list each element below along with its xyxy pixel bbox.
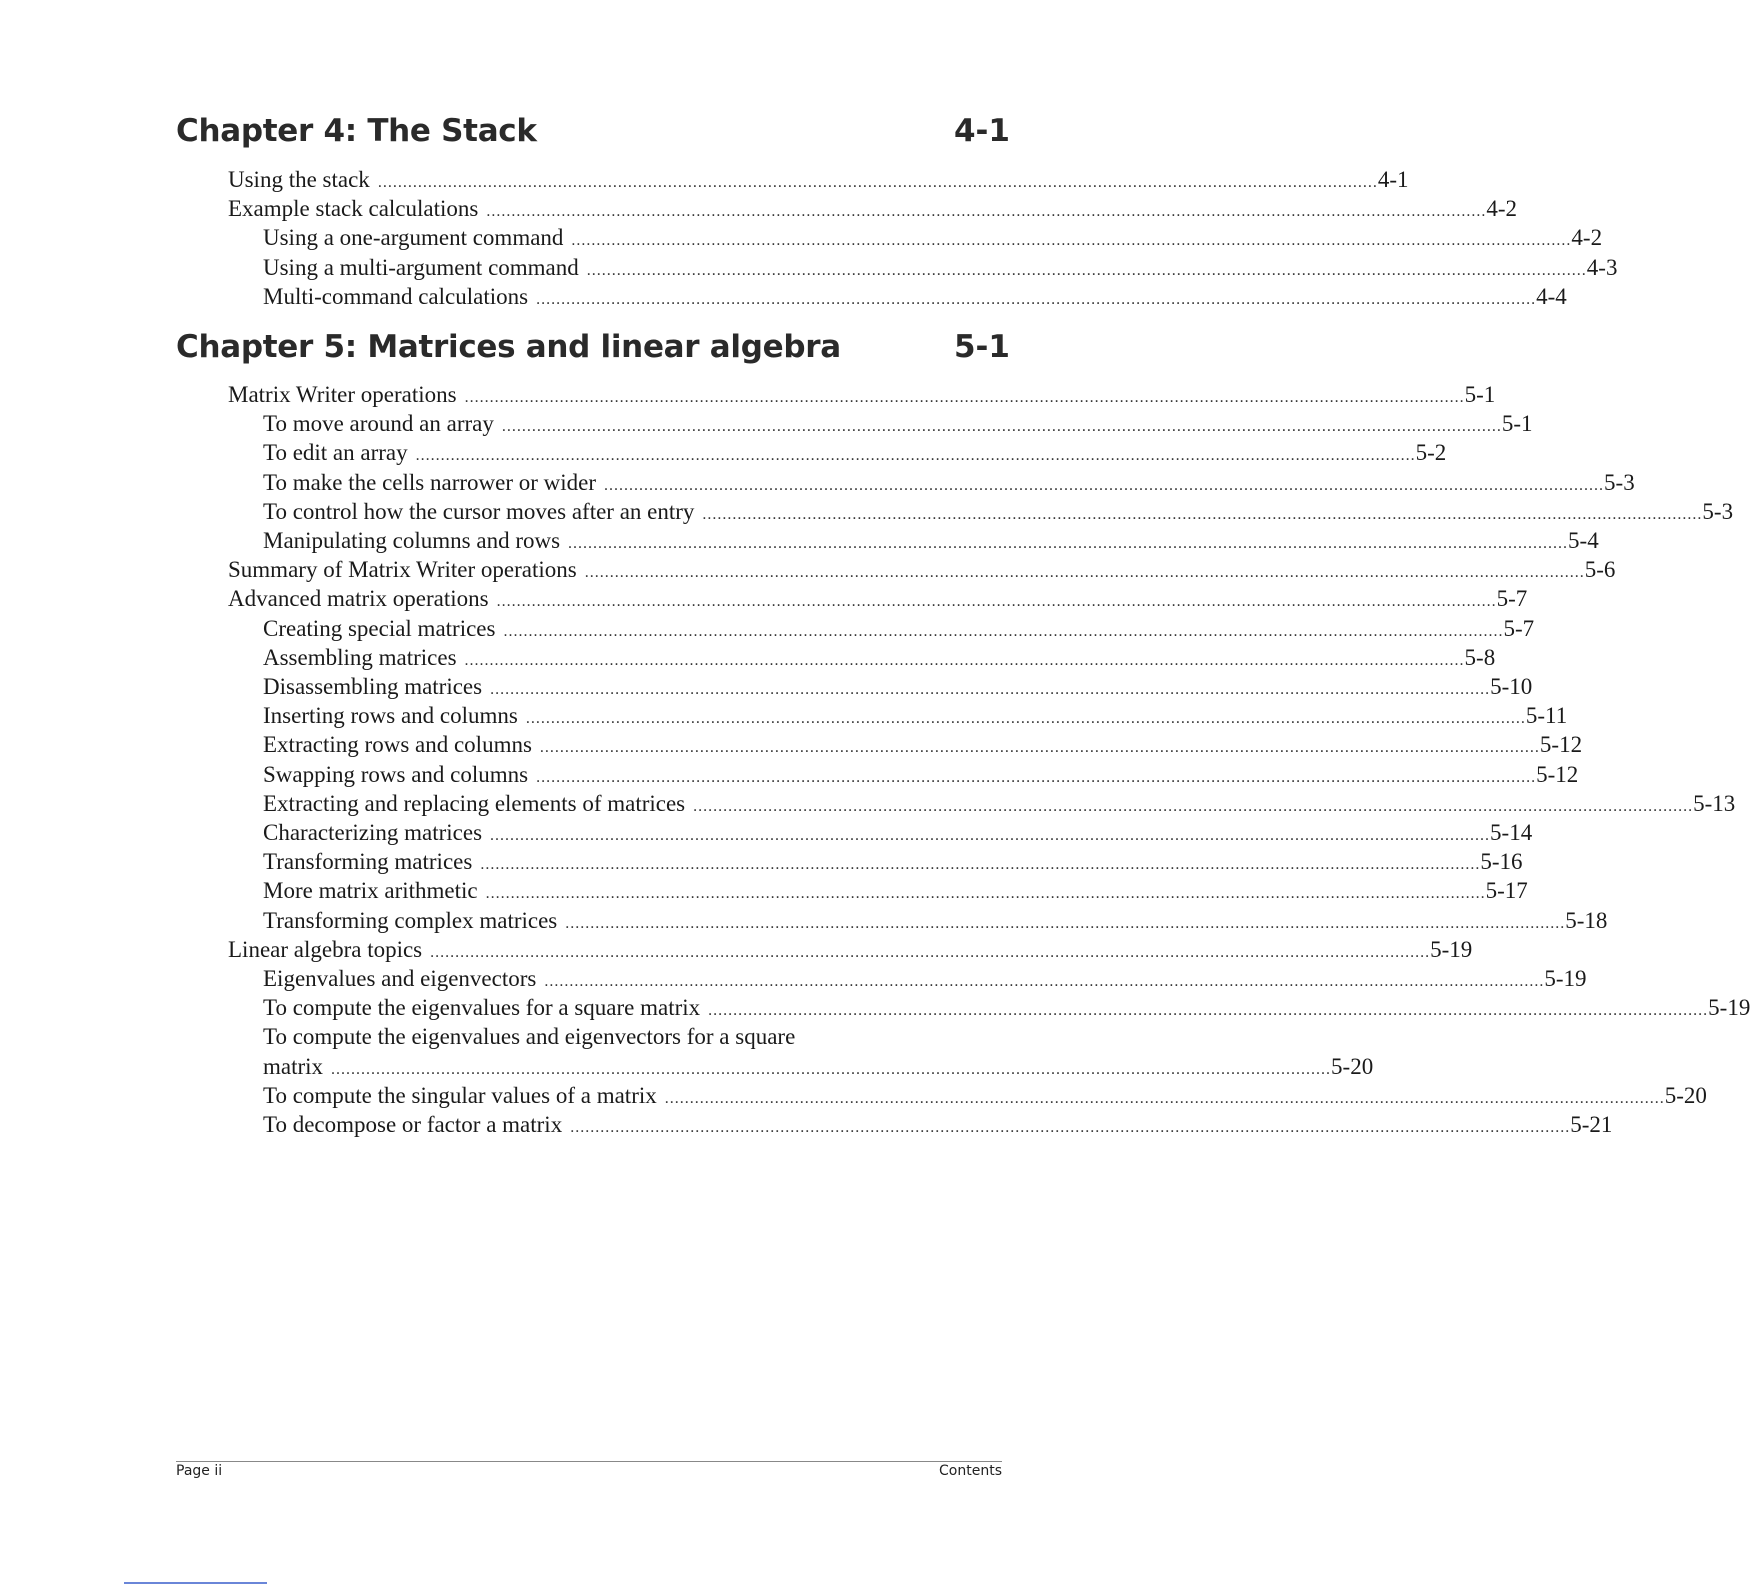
toc-entry-page: 4-2 (1486, 196, 1518, 221)
footer-section-label: Contents (939, 1463, 1002, 1479)
dot-leader: ........................................................................................................................................................................................................ (377, 174, 1378, 191)
toc-entry-page: 5-19 (1430, 937, 1473, 962)
toc-entry-text: Characterizing matrices (263, 820, 483, 845)
dot-leader: ........................................................................................................................................................................................................ (571, 232, 1572, 249)
dot-leader: ........................................................................................................................................................................................................ (539, 739, 1540, 756)
toc-entry-text: Linear algebra topics (228, 937, 423, 962)
toc-entry[interactable] (263, 1022, 795, 1051)
toc-entry-text: Swapping rows and columns (263, 762, 529, 787)
dot-leader: ........................................................................................................................................................................................................ (536, 769, 1537, 786)
toc-entry-text: To control how the cursor moves after an entry (263, 499, 695, 524)
toc-entry-text: Multi-command calculations (263, 284, 529, 309)
dot-leader: ........................................................................................................................................................................................................ (501, 418, 1502, 435)
toc-entry[interactable] (263, 964, 1587, 993)
toc-entry-page: 5-20 (1331, 1054, 1374, 1079)
page-link-underline (124, 1582, 267, 1584)
dot-leader: ........................................................................................................................................................................................................ (544, 973, 1545, 990)
toc-entry-page: 5-17 (1485, 878, 1528, 903)
footer-rule (176, 1461, 1002, 1462)
toc-entry-page: 5-20 (1664, 1083, 1707, 1108)
dot-leader: ........................................................................................................................................................................................................ (430, 944, 1431, 961)
toc-entry-text: Creating special matrices (263, 616, 496, 641)
dot-leader: ........................................................................................................................................................................................................ (464, 652, 1465, 669)
toc-entry[interactable] (263, 701, 1568, 730)
toc-entry-text: Assembling matrices (263, 645, 457, 670)
dot-leader: ........................................................................................................................................................................................................ (503, 623, 1504, 640)
dot-leader: ........................................................................................................................................................................................................ (486, 203, 1487, 220)
dot-leader: ........................................................................................................................................................................................................ (693, 798, 1694, 815)
toc-entry-page: 5-13 (1693, 791, 1736, 816)
toc-entry[interactable] (228, 194, 1518, 223)
toc-entry-text: To compute the eigenvalues for a square matrix (263, 995, 701, 1020)
toc-entry-page: 5-19 (1708, 995, 1750, 1020)
dot-leader: ........................................................................................................................................................................................................ (536, 291, 1537, 308)
toc-entry-page: 5-16 (1480, 849, 1523, 874)
toc-entry-text: Using a multi-argument command (263, 255, 579, 280)
toc-entry[interactable] (263, 789, 1736, 818)
dot-leader: ........................................................................................................................................................................................................ (570, 1119, 1571, 1136)
toc-entry[interactable] (228, 584, 1528, 613)
toc-entry[interactable] (263, 526, 1599, 555)
toc-entry-page: 5-3 (1702, 499, 1734, 524)
toc-entry-text: To edit an array (263, 440, 408, 465)
toc-entry[interactable] (263, 993, 1750, 1022)
toc-entry-text: Extracting rows and columns (263, 732, 532, 757)
toc-entry-text: Manipulating columns and rows (263, 528, 561, 553)
dot-leader: ........................................................................................................................................................................................................ (604, 477, 1605, 494)
dot-leader: ........................................................................................................................................................................................................ (490, 681, 1491, 698)
toc-entry-page: 5-2 (1415, 440, 1447, 465)
toc-entry-text: Advanced matrix operations (228, 586, 489, 611)
chapter-title: Chapter 5: Matrices and linear algebra (176, 329, 841, 365)
toc-entry-page: 5-7 (1496, 586, 1528, 611)
toc-entry[interactable] (263, 1052, 1374, 1081)
toc-entry[interactable] (263, 497, 1734, 526)
chapter-heading[interactable] (176, 329, 1010, 365)
toc-entry-text: Using the stack (228, 167, 370, 192)
toc-entry[interactable] (263, 643, 1496, 672)
toc-entry-text: Transforming matrices (263, 849, 473, 874)
toc-entry-page: 5-11 (1525, 703, 1568, 728)
toc-entry[interactable] (263, 672, 1533, 701)
dot-leader: ........................................................................................................................................................................................................ (702, 506, 1703, 523)
toc-entry-page: 5-7 (1503, 616, 1535, 641)
toc-entry[interactable] (228, 165, 1409, 194)
toc-entry[interactable] (263, 760, 1579, 789)
toc-entry-text: Inserting rows and columns (263, 703, 518, 728)
toc-entry-page: 5-14 (1490, 820, 1533, 845)
dot-leader: ........................................................................................................................................................................................................ (485, 885, 1486, 902)
chapter-heading[interactable] (176, 113, 1010, 149)
toc-entry-page: 5-12 (1536, 762, 1579, 787)
toc-entry[interactable] (263, 1110, 1613, 1139)
dot-leader: ........................................................................................................................................................................................................ (584, 564, 1585, 581)
toc-entry-text: Using a one-argument command (263, 225, 564, 250)
dot-leader: ........................................................................................................................................................................................................ (331, 1061, 1332, 1078)
toc-entry[interactable] (263, 468, 1635, 497)
toc-entry-page: 5-21 (1570, 1112, 1613, 1137)
toc-entry-page: 4-2 (1571, 225, 1603, 250)
toc-entry[interactable] (263, 906, 1608, 935)
toc-entry-text: To decompose or factor a matrix (263, 1112, 563, 1137)
toc-entry-text: To move around an array (263, 411, 494, 436)
toc-entry-text: Summary of Matrix Writer operations (228, 557, 577, 582)
toc-entry-text: Eigenvalues and eigenvectors (263, 966, 537, 991)
toc-entry[interactable] (263, 614, 1535, 643)
toc-entry-page: 5-6 (1584, 557, 1616, 582)
toc-entry-text: Extracting and replacing elements of matrices (263, 791, 686, 816)
dot-leader: ........................................................................................................................................................................................................ (480, 856, 1481, 873)
chapter-title: Chapter 4: The Stack (176, 113, 537, 149)
dot-leader: ........................................................................................................................................................................................................ (525, 710, 1526, 727)
toc-entry-text: Example stack calculations (228, 196, 479, 221)
toc-entry-page: 4-4 (1536, 284, 1567, 309)
toc-entry-page: 5-18 (1565, 908, 1608, 933)
toc-entry-page: 5-8 (1464, 645, 1496, 670)
toc-entry[interactable] (228, 380, 1496, 409)
toc-entry-text: To compute the singular values of a matrix (263, 1083, 657, 1108)
chapter-page: 4-1 (953, 113, 1010, 149)
toc-entry[interactable] (263, 818, 1533, 847)
chapter-page: 5-1 (953, 329, 1010, 365)
toc-entry-text: To make the cells narrower or wider (263, 470, 597, 495)
toc-entry-text: Matrix Writer operations (228, 382, 457, 407)
toc-entry[interactable] (263, 253, 1618, 282)
toc-entry[interactable] (228, 935, 1473, 964)
toc-entry-text: Disassembling matrices (263, 674, 483, 699)
toc-entry-page: 5-19 (1544, 966, 1587, 991)
dot-leader: ........................................................................................................................................................................................................ (664, 1090, 1665, 1107)
dot-leader: ........................................................................................................................................................................................................ (490, 827, 1491, 844)
dot-leader: ........................................................................................................................................................................................................ (568, 535, 1569, 552)
toc-entry-page: 5-1 (1464, 382, 1496, 407)
toc-entry[interactable] (263, 847, 1523, 876)
toc-entry[interactable] (263, 223, 1603, 252)
toc-entry-page: 5-3 (1604, 470, 1635, 495)
toc-entry-text: Transforming complex matrices (263, 908, 558, 933)
dot-leader: ........................................................................................................................................................................................................ (464, 389, 1465, 406)
dot-leader: ........................................................................................................................................................................................................ (565, 915, 1566, 932)
toc-entry-page: 5-10 (1490, 674, 1533, 699)
toc-entry[interactable] (263, 1081, 1707, 1110)
dot-leader: ........................................................................................................................................................................................................ (586, 262, 1587, 279)
footer-page-label: Page ii (176, 1463, 223, 1479)
toc-entry[interactable] (228, 555, 1616, 584)
toc-entry-page: 5-12 (1539, 732, 1583, 757)
toc-entry-text: More matrix arithmetic (263, 878, 478, 903)
dot-leader: ........................................................................................................................................................................................................ (708, 1002, 1709, 1019)
toc-entry-page: 4-3 (1586, 255, 1618, 280)
toc-entry-page: 4-1 (1377, 167, 1409, 192)
toc-entry-page: 5-1 (1501, 411, 1533, 436)
toc-entry-text: matrix (263, 1054, 324, 1079)
dot-leader: ........................................................................................................................................................................................................ (496, 593, 1497, 610)
toc-entry[interactable] (263, 876, 1528, 905)
toc-entry[interactable] (263, 282, 1567, 311)
toc-entry[interactable] (263, 409, 1533, 438)
toc-entry[interactable] (263, 730, 1583, 759)
toc-entry-page: 5-4 (1568, 528, 1599, 553)
dot-leader: ........................................................................................................................................................................................................ (415, 447, 1416, 464)
toc-entry-text: To compute the eigenvalues and eigenvectors for a square (263, 1024, 796, 1049)
toc-entry[interactable] (263, 438, 1447, 467)
